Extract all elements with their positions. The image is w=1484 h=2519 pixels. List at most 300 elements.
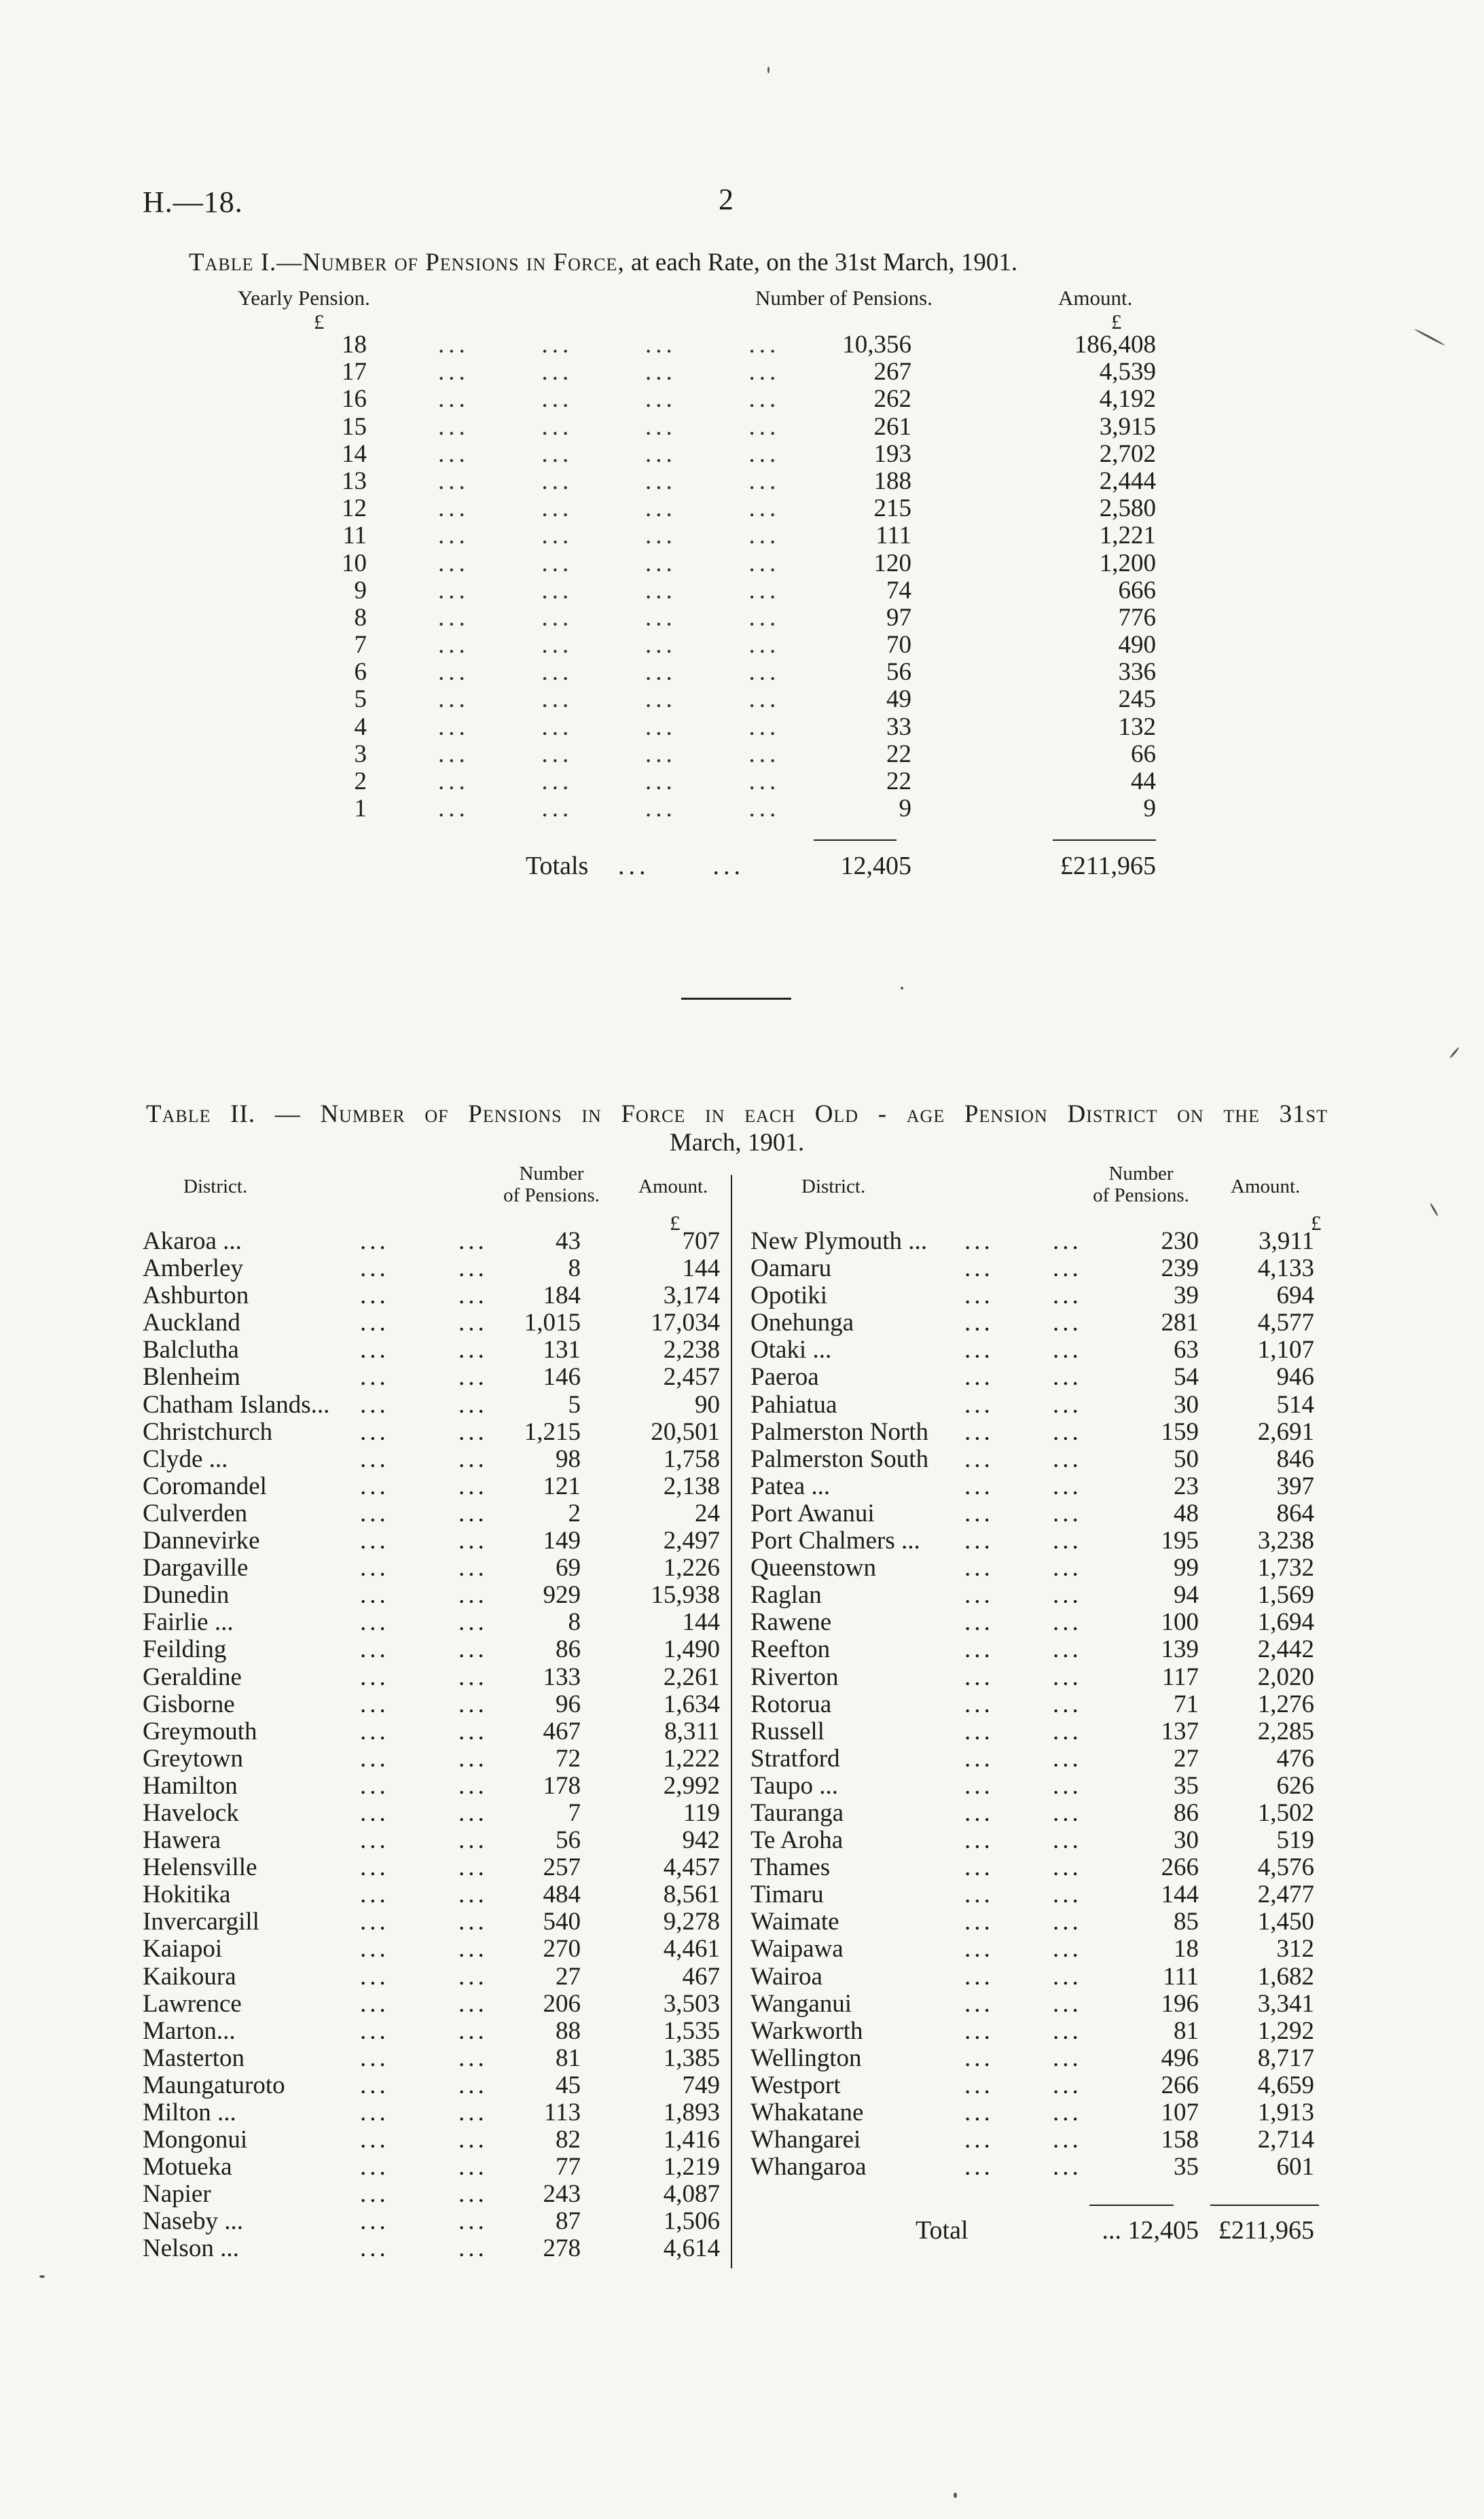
leader-dots: ... [964,1499,994,1527]
table2-amount: 312 [1276,1935,1314,1963]
leader-dots: ... [964,1853,994,1882]
table2-row [750,1745,1328,1773]
leader-dots: ... [458,1989,488,2018]
table1-amount: 490 [1118,631,1156,659]
leader-dots: ... ... ... ... [438,712,780,741]
leader-dots: ... ... ... ... [438,439,780,468]
leader-dots: ... [964,1472,994,1500]
table2-district: Westport [750,2071,841,2099]
leader-dots: ... [458,1499,488,1527]
leader-dots: ... [1053,1826,1082,1855]
table2-district: Whakatane [750,2099,864,2126]
table2-number: 111 [1163,1962,1199,1991]
table1-amount: 132 [1118,712,1156,741]
leader-dots: ... [1053,1336,1082,1364]
leader-dots: ... [1053,2126,1082,2154]
table2-district: Thames [750,1853,831,1882]
table2-amount: 626 [1276,1771,1314,1800]
leader-dots: ... [458,2126,488,2154]
table2-number: 50 [1174,1445,1199,1473]
table2-amount: 2,020 [1257,1663,1314,1691]
table1-number: 215 [873,494,911,523]
leader-dots: ... [360,2016,389,2045]
table2-district: Te Aroha [750,1826,844,1855]
table1-row [285,686,1168,713]
leader-dots: ... [1053,2153,1082,2181]
leader-dots: ... [458,1935,488,1963]
leader-dots: ... [458,1390,488,1419]
leader-dots: ... [360,2044,389,2072]
leader-dots: ... [458,1826,488,1855]
leader-dots: ... [458,1554,488,1582]
table2-col-amount-right: Amount. [1231,1176,1301,1197]
table2-district: Hokitika [143,1881,231,1909]
table2-number: 195 [1161,1527,1199,1555]
table2-amount: 4,087 [663,2180,720,2209]
table2-row [750,1908,1328,1936]
leader-dots: ... [1053,1908,1082,1936]
leader-dots: ... ... ... ... [438,740,780,768]
scan-speck [954,2493,957,2498]
leader-dots: ... ... ... ... [438,412,780,441]
table2-amount: 3,341 [1257,1989,1314,2018]
table2-number: 54 [1174,1363,1199,1392]
table1-row [285,468,1168,495]
table2-col-district-left: District. [183,1176,248,1197]
leader-dots: ... ... ... ... [438,603,780,632]
table2-row [750,1636,1328,1663]
table2-row [750,2099,1328,2126]
table2-amount: 1,634 [663,1690,720,1718]
table2-col-number-line2: of Pensions. [1093,1184,1189,1206]
table2-amount: 1,222 [663,1744,720,1773]
table1-rate: 10 [342,549,367,577]
table2-row [143,2154,734,2181]
leader-dots: ... [458,2153,488,2181]
leader-dots: ... [458,1690,488,1718]
leader-dots: ... [1053,1417,1082,1446]
table2-number: 144 [1161,1881,1199,1909]
table1-row [285,741,1168,768]
table1-amount: 44 [1131,767,1156,795]
leader-dots: ... ... ... ... [438,767,780,795]
table2-amount: 1,913 [1257,2099,1314,2126]
table2-row [750,1963,1328,1991]
leader-dots: ... [360,1962,389,1991]
table2-district: Oamaru [750,1254,832,1283]
table2-amount: 4,576 [1257,1853,1314,1882]
leader-dots: ... [360,1390,389,1419]
table1-rule-number [814,839,897,841]
table2-row [143,2208,734,2235]
table1-number: 74 [886,576,911,604]
table2-district: Helensville [143,1853,257,1882]
table2-number: 81 [556,2044,581,2072]
table2-number: 243 [543,2180,581,2209]
table2-amount: 1,276 [1257,1690,1314,1718]
table2-rule-amount [1210,2205,1319,2206]
leader-dots: ... [458,1527,488,1555]
leader-dots: ... [1053,1363,1082,1392]
leader-dots: ... [964,1826,994,1855]
leader-dots: ... [964,1881,994,1909]
leader-dots: ... [1053,1608,1082,1637]
leader-dots: ... [360,1445,389,1473]
table2-district: Havelock [143,1798,239,1827]
leader-dots: ... [964,2016,994,2045]
table1-rate: 11 [342,522,367,550]
table2-row [143,1664,734,1691]
table2-number: 45 [556,2071,581,2099]
leader-dots: ... [964,1635,994,1664]
table1-number: 10,356 [842,331,911,359]
leader-dots: ... [964,1935,994,1963]
leader-dots: ... [1053,2099,1082,2126]
table1-unit-yearly: £ [314,310,325,333]
table1-row [285,522,1168,549]
leader-dots: ... [360,1690,389,1718]
table2-amount: 8,311 [664,1717,720,1745]
table2-row [750,1800,1328,1827]
leader-dots: ... [964,1690,994,1718]
leader-dots: ... ... ... ... [438,494,780,523]
table1-col-amount: Amount. [1058,286,1133,310]
table2-number: 281 [1161,1309,1199,1337]
leader-dots: ... [458,1282,488,1310]
leader-dots: ... [360,2099,389,2126]
table2-number: 18 [1174,1935,1199,1963]
table2-amount: 1,450 [1257,1908,1314,1936]
leader-dots: ... [458,1309,488,1337]
leader-dots: ... ... [618,852,744,880]
table2-row [750,1718,1328,1745]
table2-amount: 1,535 [663,2016,720,2045]
leader-dots: ... [964,2153,994,2181]
table2-row [750,1854,1328,1881]
table2-district: Paeroa [750,1363,819,1392]
leader-dots: ... [964,1336,994,1364]
table2-row [750,1228,1328,1255]
scan-speck [901,987,903,990]
leader-dots: ... [964,1309,994,1337]
leader-dots: ... [964,1717,994,1745]
table2-number: 184 [543,1282,581,1310]
leader-dots: ... [964,2071,994,2099]
table2-unit-left: £ [670,1211,681,1235]
leader-dots: ... [1053,1527,1082,1555]
table2-district: Taupo ... [750,1771,838,1800]
leader-dots: ... [1053,1581,1082,1610]
table1-title-prefix: Table I.—Number of Pensions in Force, [189,249,625,276]
leader-dots: ... [360,1417,389,1446]
table1-rate: 14 [342,439,367,468]
table2-number: 30 [1174,1390,1199,1419]
table2-district: Milton ... [143,2099,236,2126]
leader-dots: ... [1053,1309,1082,1337]
leader-dots: ... [458,2234,488,2263]
table2-number: 86 [1174,1798,1199,1827]
table2-row [143,1908,734,1936]
leader-dots: ... [360,2180,389,2209]
table2-row [750,1881,1328,1908]
table1-row [285,550,1168,577]
table2-amount: 4,659 [1257,2071,1314,2099]
table2-amount: 4,461 [663,1935,720,1963]
leader-dots: ... ... ... ... [438,795,780,823]
leader-dots: ... [964,1771,994,1800]
table2-number: 929 [543,1581,581,1610]
table1-body [285,331,1168,822]
table2-amount: 1,385 [663,2044,720,2072]
table2-number: 159 [1161,1417,1199,1446]
table2-row [143,1228,734,1255]
leader-dots: ... [964,1581,994,1610]
leader-dots: ... [360,1635,389,1664]
table2-amount: 144 [682,1608,720,1637]
table2-amount: 4,577 [1257,1309,1314,1337]
table2-number: 8 [568,1608,581,1637]
table2-district: Nelson ... [143,2234,239,2263]
table2-row [143,1282,734,1309]
table2-district: Whangaroa [750,2153,867,2181]
table2-row [750,1555,1328,1582]
leader-dots: ... [964,1554,994,1582]
table1-rate: 15 [342,412,367,441]
table2-number: 98 [556,1445,581,1473]
leader-dots: ... [1053,1717,1082,1745]
table2-amount: 1,490 [663,1635,720,1664]
table2-district: Reefton [750,1635,831,1664]
table2-amount: 2,442 [1257,1635,1314,1664]
leader-dots: ... [964,1908,994,1936]
table2-number: 94 [1174,1581,1199,1610]
leader-dots: ... [964,1390,994,1419]
table2-row [750,1691,1328,1718]
leader-dots: ... ... ... ... [438,685,780,714]
leader-dots: ... [360,1254,389,1283]
section-divider [681,998,791,1000]
table2-amount: 2,285 [1257,1717,1314,1745]
table2-total-label: Total [916,2216,969,2245]
table2-row [143,2181,734,2208]
table2-row [750,1827,1328,1854]
page-header-reference: H.—18. [143,185,243,219]
table2-row [750,1337,1328,1364]
table2-number: 7 [568,1798,581,1827]
table1-rate: 5 [354,685,367,714]
table1-row [285,331,1168,359]
table2-number: 1,015 [524,1309,581,1337]
table1-rate: 17 [342,358,367,386]
table2-district: Russell [750,1717,825,1745]
table2-amount: 1,292 [1257,2016,1314,2045]
table2-row [143,2235,734,2262]
table2-row [143,1963,734,1991]
table1-amount: 1,221 [1099,522,1156,550]
table2-row [143,1800,734,1827]
table1-col-yearly: Yearly Pension. [238,286,370,310]
table2-amount: 846 [1276,1445,1314,1473]
table2-amount: 3,911 [1259,1227,1314,1255]
table1-number: 56 [886,658,911,687]
table2-number: 69 [556,1554,581,1582]
table2-number: 158 [1161,2126,1199,2154]
table2-number: 27 [1174,1744,1199,1773]
table2-amount: 601 [1276,2153,1314,2181]
leader-dots: ... [458,1744,488,1773]
table2-district: Lawrence [143,1989,242,2018]
table2-district: Motueka [143,2153,232,2181]
table1-rate: 8 [354,603,367,632]
leader-dots: ... [964,1227,994,1255]
table2-col-amount-left: Amount. [638,1176,708,1197]
table2-number: 63 [1174,1336,1199,1364]
table2-row [143,1991,734,2018]
table2-row [143,1745,734,1773]
leader-dots: ... ... ... ... [438,658,780,687]
table2-district: Wairoa [750,1962,822,1991]
table2-row [143,1718,734,1745]
table2-district: Onehunga [750,1309,854,1337]
table2-district: Clyde ... [143,1445,228,1473]
leader-dots: ... [1053,1744,1082,1773]
table2-district: Marton... [143,2016,236,2045]
table2-total-amount: £211,965 [1218,2216,1314,2245]
table2-title-line2: March, 1901. [669,1129,805,1157]
table2-unit-right: £ [1311,1211,1322,1235]
leader-dots: ... [1053,1771,1082,1800]
table1-row [285,632,1168,659]
leader-dots: ... [1053,1472,1082,1500]
leader-dots: ... [458,1445,488,1473]
table1-rate: 16 [342,385,367,414]
table2-row [143,2099,734,2126]
leader-dots: ... [964,1798,994,1827]
table2-amount: 946 [1276,1363,1314,1392]
table1-amount: 1,200 [1099,549,1156,577]
leader-dots: ... [1053,1254,1082,1283]
table2-amount: 476 [1276,1744,1314,1773]
table2-col-district-right: District. [801,1176,866,1197]
leader-dots: ... [1053,1798,1082,1827]
table1-row [285,714,1168,741]
leader-dots: ... [360,2234,389,2263]
leader-dots: ... [458,1254,488,1283]
table2-district: Invercargill [143,1908,259,1936]
table2-number: 81 [1174,2016,1199,2045]
table2-number: 117 [1161,1663,1199,1691]
table2-district: Wanganui [750,1989,852,2018]
table2-number: 99 [1174,1554,1199,1582]
table2-number: 257 [543,1853,581,1882]
table2-row [750,1419,1328,1446]
table2-district: Greymouth [143,1717,257,1745]
table2-amount: 942 [682,1826,720,1855]
table1-number: 49 [886,685,911,714]
table1-row [285,659,1168,686]
leader-dots: ... [360,1935,389,1963]
table1-number: 111 [875,522,911,550]
leader-dots: ... [458,1881,488,1909]
table2-number: 137 [1161,1717,1199,1745]
table2-row [750,1309,1328,1337]
table2-row [750,1527,1328,1555]
table2-number: 8 [568,1254,581,1283]
table2-row [750,1664,1328,1691]
leader-dots: ... [458,1798,488,1827]
table2-row [143,1364,734,1391]
table2-district: Maungaturoto [143,2071,285,2099]
table2-amount: 2,457 [663,1363,720,1392]
table2-amount: 1,219 [663,2153,720,2181]
table2-number: 100 [1161,1608,1199,1637]
leader-dots: ... [458,1962,488,1991]
table2-row [143,2045,734,2072]
table1-number: 22 [886,767,911,795]
table2-row [143,2072,734,2099]
table1-rate: 18 [342,331,367,359]
leader-dots: ... [360,1527,389,1555]
leader-dots: ... [360,1554,389,1582]
leader-dots: ... [964,1527,994,1555]
table1-amount: 3,915 [1099,412,1156,441]
table2-amount: 1,694 [1257,1608,1314,1637]
table2-number: 2 [568,1499,581,1527]
table2-col-number-line2: of Pensions. [503,1184,600,1206]
table2-number: 107 [1161,2099,1199,2126]
table1-number: 70 [886,631,911,659]
leader-dots: ... [1053,1635,1082,1664]
leader-dots: ... [458,1908,488,1936]
leader-dots: ... [964,1962,994,1991]
table2-number: 139 [1161,1635,1199,1664]
leader-dots: ... [360,1581,389,1610]
table2-row [750,2126,1328,2154]
table2-number: 133 [543,1663,581,1691]
table2-number: 149 [543,1527,581,1555]
table2-district: Port Chalmers ... [750,1527,920,1555]
table1-number: 22 [886,740,911,768]
table2-number: 496 [1161,2044,1199,2072]
leader-dots: ... [1053,1989,1082,2018]
table2-district: Masterton [143,2044,245,2072]
table2-amount: 397 [1276,1472,1314,1500]
table1-amount: 336 [1118,658,1156,687]
table1-amount: 245 [1118,685,1156,714]
table1-amount: 66 [1131,740,1156,768]
table2-amount: 8,717 [1257,2044,1314,2072]
leader-dots: ... ... ... ... [438,331,780,359]
table1-rate: 1 [354,795,367,823]
page-number: 2 [719,183,734,216]
table1-row [285,604,1168,632]
leader-dots: ... [458,2099,488,2126]
leader-dots: ... [360,1282,389,1310]
leader-dots: ... [360,1717,389,1745]
table2-number: 71 [1174,1690,1199,1718]
table2-amount: 3,174 [663,1282,720,1310]
leader-dots: ... [360,1336,389,1364]
table2-amount: 20,501 [651,1417,720,1446]
leader-dots: ... [458,2016,488,2045]
table2-amount: 2,261 [663,1663,720,1691]
table2-number: 131 [543,1336,581,1364]
leader-dots: ... [458,1663,488,1691]
table2-row [143,1500,734,1527]
leader-dots: ... [964,1363,994,1392]
leader-dots: ... [1053,1554,1082,1582]
table1-number: 262 [873,385,911,414]
